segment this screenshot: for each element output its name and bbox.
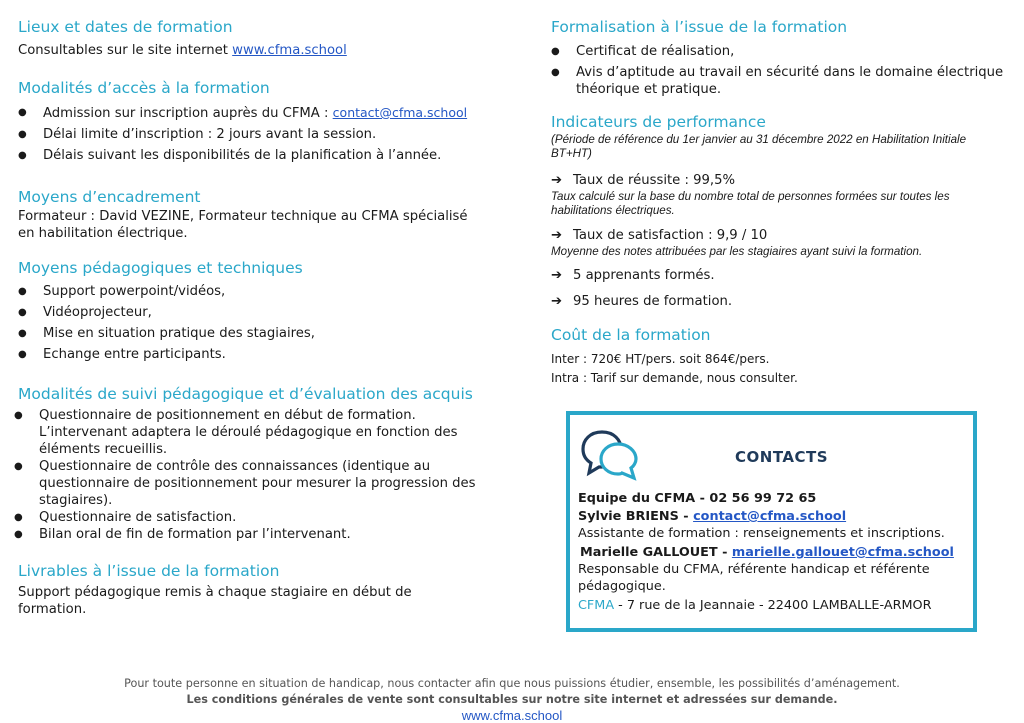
lieux-desc: Consultables sur le site internet: [18, 43, 228, 58]
livrables-line: formation.: [18, 602, 87, 617]
contact-address: [578, 597, 932, 614]
contact-equipe: [578, 490, 816, 507]
encadrement-line: Formateur : David VEZINE, Formateur technique au CFMA spécialisé: [18, 209, 468, 224]
period-line: BT+HT): [551, 147, 592, 160]
cout-inter: Inter : 720€ HT/pers. soit 864€/pers.: [551, 352, 770, 366]
footer-cgv: Les conditions générales de vente sont consultables sur notre site internet et adressées sur demande.: [186, 693, 838, 706]
cout-intra: Intra : Tarif sur demande, nous consulter.: [551, 371, 798, 385]
arrow-icon: ➔: [551, 268, 563, 283]
suivi-line: questionnaire de positionnement pour mesurer la progression des: [39, 476, 476, 491]
suivi-list: [14, 407, 524, 543]
lieux-heading: Lieux et dates de formation: [18, 18, 233, 36]
list-item: [18, 104, 528, 122]
sylvie-name: Sylvie BRIENS -: [578, 509, 694, 524]
list-item: ● Mise en situation pratique des stagiaires,: [18, 325, 528, 342]
indicateurs-heading: Indicateurs de performance: [551, 113, 766, 131]
suivi-line: ● Questionnaire de positionnement en début de formation.: [39, 408, 416, 423]
apprenants-value: 5 apprenants formés.: [573, 268, 715, 283]
address-prefix: CFMA: [578, 598, 615, 613]
period-line: (Période de référence du 1er janvier au 31 décembre 2022 en Habilitation Initiale: [551, 133, 967, 146]
suivi-line: ● Questionnaire de contrôle des connaissances (identique au: [39, 459, 431, 474]
indicateurs-period: [551, 133, 966, 161]
arrow-icon: ➔: [551, 173, 563, 188]
encadrement-text: [18, 208, 468, 242]
arrow-icon: ➔: [551, 228, 563, 243]
encadrement-line: en habilitation électrique.: [18, 226, 188, 241]
formalisation-line: ● Avis d’aptitude au travail en sécurité dans le domaine électrique: [576, 65, 1004, 80]
equipe-phone: Equipe du CFMA - 02 56 99 72 65: [578, 491, 817, 506]
contact-sylvie: [578, 508, 846, 525]
list-item: ● Vidéoprojecteur,: [18, 304, 528, 321]
footer-handicap: Pour toute personne en situation de handicap, nous contacter afin que nous puissions étudier, ensemble, les possibilités d’aménagement.: [124, 677, 900, 690]
reussite-line: [551, 173, 735, 188]
contact-email-link[interactable]: contact@cfma.school: [332, 105, 468, 120]
marielle-name: Marielle GALLOUET -: [580, 545, 732, 560]
website-link[interactable]: www.cfma.school: [232, 43, 347, 58]
list-item: [14, 407, 524, 458]
satisfaction-note: Moyenne des notes attribuées par les stagiaires ayant suivi la formation.: [551, 245, 923, 258]
formalisation-heading: Formalisation à l’issue de la formation: [551, 18, 848, 36]
contact-sylvie-role: Assistante de formation : renseignements et inscriptions.: [578, 526, 945, 541]
list-item: ● Certificat de réalisation,: [551, 43, 1016, 60]
formalisation-list: [551, 43, 1016, 98]
suivi-line: éléments recueillis.: [39, 442, 168, 457]
list-item: [14, 458, 524, 509]
apprenants-line: [551, 268, 715, 283]
list-item: ● Bilan oral de fin de formation par l’intervenant.: [14, 526, 524, 543]
heures-line: [551, 294, 732, 309]
livrables-line: Support pédagogique remis à chaque stagiaire en début de: [18, 585, 412, 600]
suivi-line: L’intervenant adaptera le déroulé pédagogique en fonction des: [39, 425, 458, 440]
heures-value: 95 heures de formation.: [573, 294, 733, 309]
livrables-text: [18, 584, 412, 618]
reussite-value: Taux de réussite : 99,5%: [573, 173, 735, 188]
modalites-acces-heading: Modalités d’accès à la formation: [18, 79, 270, 97]
list-item: ● Délai limite d’inscription : 2 jours avant la session.: [18, 126, 528, 143]
pedagogiques-heading: Moyens pédagogiques et techniques: [18, 259, 303, 277]
contacts-title: CONTACTS: [735, 448, 829, 466]
pedagogiques-list: [18, 283, 528, 367]
contact-marielle: [580, 544, 954, 561]
address-text: - 7 rue de la Jeannaie - 22400 LAMBALLE-ARMOR: [614, 598, 932, 613]
modalites-acces-list: [18, 104, 528, 168]
marielle-email-link[interactable]: marielle.gallouet@cfma.school: [731, 545, 954, 560]
list-item: ● Délais suivant les disponibilités de la planification à l’année.: [18, 147, 528, 164]
formalisation-line: théorique et pratique.: [576, 82, 722, 97]
list-item: ● Support powerpoint/vidéos,: [18, 283, 528, 300]
footer-website-link[interactable]: www.cfma.school: [461, 708, 563, 723]
suivi-line: stagiaires).: [39, 493, 113, 508]
suivi-heading: Modalités de suivi pédagogique et d’évaluation des acquis: [18, 385, 473, 403]
cout-heading: Coût de la formation: [551, 326, 711, 344]
satisfaction-value: Taux de satisfaction : 9,9 / 10: [573, 228, 768, 243]
role-line: Responsable du CFMA, référente handicap et référente: [578, 562, 930, 577]
list-item: ● Echange entre participants.: [18, 346, 528, 363]
cout-text: [551, 350, 798, 388]
lieux-text: [18, 42, 347, 59]
contact-marielle-role: [578, 561, 930, 595]
admission-text: Admission sur inscription auprès du CFMA :: [43, 106, 329, 121]
contacts-box: [566, 411, 977, 632]
reussite-note: [551, 190, 950, 218]
role-line: pédagogique.: [578, 579, 666, 594]
arrow-icon: ➔: [551, 294, 563, 309]
chat-bubbles-icon: [580, 427, 648, 481]
satisfaction-line: [551, 228, 767, 243]
note-line: Taux calculé sur la base du nombre total de personnes formées sur toutes les: [551, 190, 950, 203]
encadrement-heading: Moyens d’encadrement: [18, 188, 201, 206]
livrables-heading: Livrables à l’issue de la formation: [18, 562, 280, 580]
note-line: habilitations électriques.: [551, 204, 675, 217]
sylvie-email-link[interactable]: contact@cfma.school: [693, 509, 847, 524]
list-item: ● Questionnaire de satisfaction.: [14, 509, 524, 526]
list-item: [551, 64, 1016, 98]
